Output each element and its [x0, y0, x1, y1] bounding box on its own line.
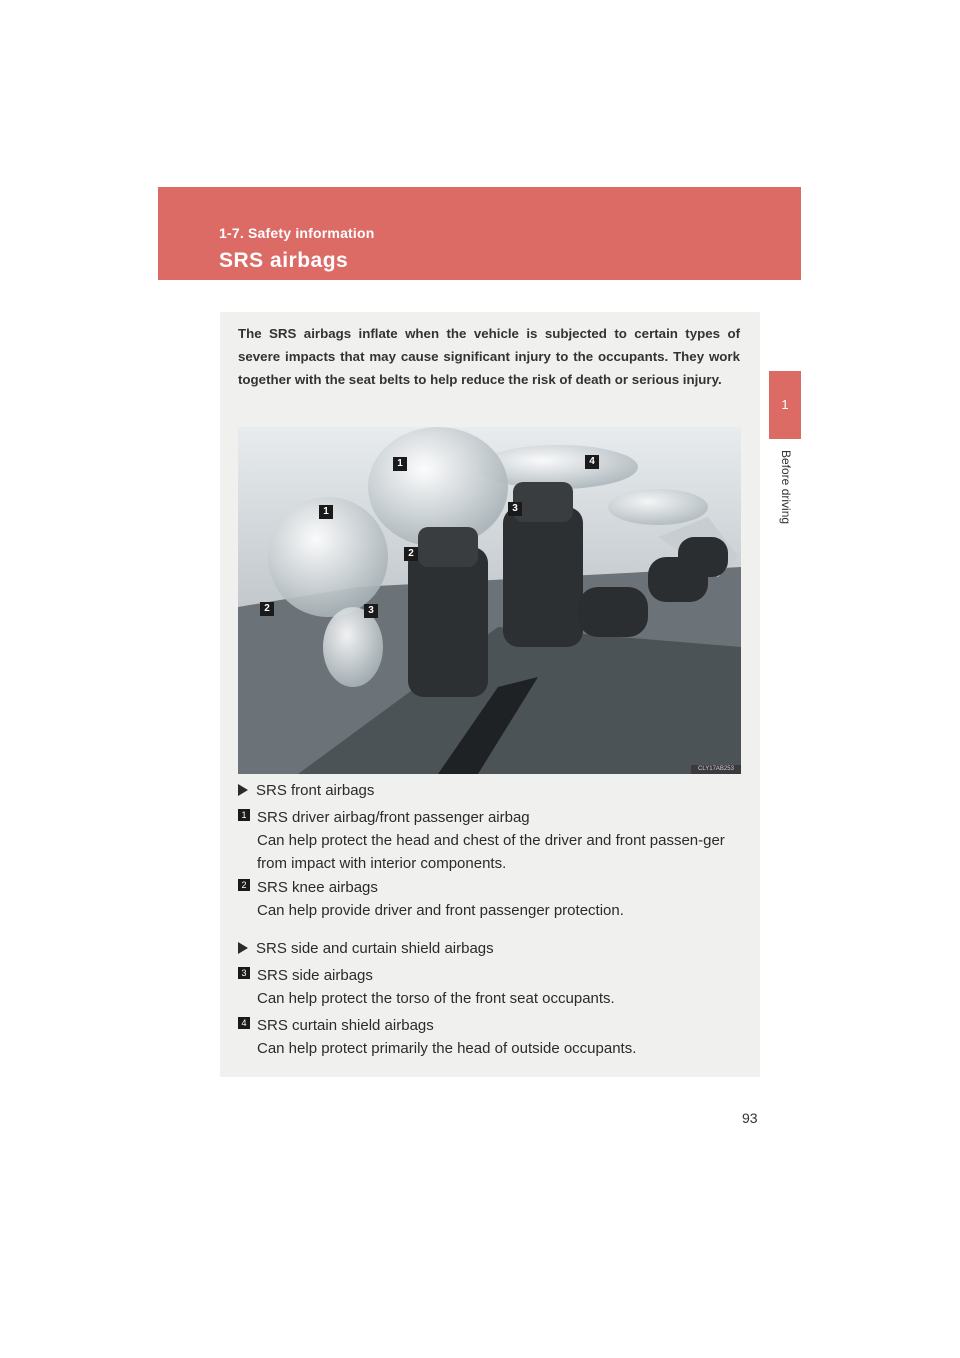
car-interior-image — [238, 427, 741, 774]
list-item — [238, 876, 748, 922]
figure-code: CLY17AB253 — [691, 765, 741, 774]
item-description: Can help protect the torso of the front seat occupants. — [257, 990, 615, 1007]
section-header — [158, 187, 801, 280]
number-badge: 2 — [238, 879, 250, 891]
triangle-bullet-icon — [238, 784, 248, 796]
marker-3-side-driver: 3 — [364, 604, 378, 618]
item-title: SRS curtain shield airbags — [257, 1017, 434, 1034]
item-description: Can help protect the head and chest of the driver and front passen-ger from impact with interior components. — [257, 832, 725, 872]
marker-2-knee-passenger: 2 — [404, 547, 418, 561]
page-title: SRS airbags — [219, 249, 349, 272]
list-item — [238, 1014, 748, 1060]
section-label: 1-7. Safety information — [219, 225, 375, 241]
marker-4-curtain: 4 — [585, 455, 599, 469]
page-number: 93 — [742, 1110, 758, 1126]
chapter-tab: 1 — [769, 371, 801, 439]
marker-1-passenger: 1 — [393, 457, 407, 471]
number-badge: 3 — [238, 967, 250, 979]
number-badge: 1 — [238, 809, 250, 821]
intro-text: The SRS airbags inflate when the vehicle is subjected to certain types of severe impacts that may cause significant injury to the occupants. They work together with the seat belts to help reduce the risk of death or serious injury. — [238, 326, 740, 387]
list-item — [238, 806, 748, 875]
item-title: SRS driver airbag/front passenger airbag — [257, 809, 530, 826]
list-item — [238, 964, 748, 1010]
content-panel — [220, 312, 760, 1077]
group-heading-front: SRS front airbags — [238, 782, 374, 799]
item-title: SRS side airbags — [257, 967, 373, 984]
marker-1-driver: 1 — [319, 505, 333, 519]
chapter-label: Before driving — [779, 450, 793, 525]
marker-2-knee-driver: 2 — [260, 602, 274, 616]
number-badge: 4 — [238, 1017, 250, 1029]
airbag-illustration — [238, 427, 741, 774]
triangle-bullet-icon — [238, 942, 248, 954]
item-description: Can help protect primarily the head of outside occupants. — [257, 1040, 637, 1057]
group-heading-side: SRS side and curtain shield airbags — [238, 940, 494, 957]
item-description: Can help provide driver and front passenger protection. — [257, 902, 624, 919]
marker-3-side-passenger: 3 — [508, 502, 522, 516]
item-title: SRS knee airbags — [257, 879, 378, 896]
